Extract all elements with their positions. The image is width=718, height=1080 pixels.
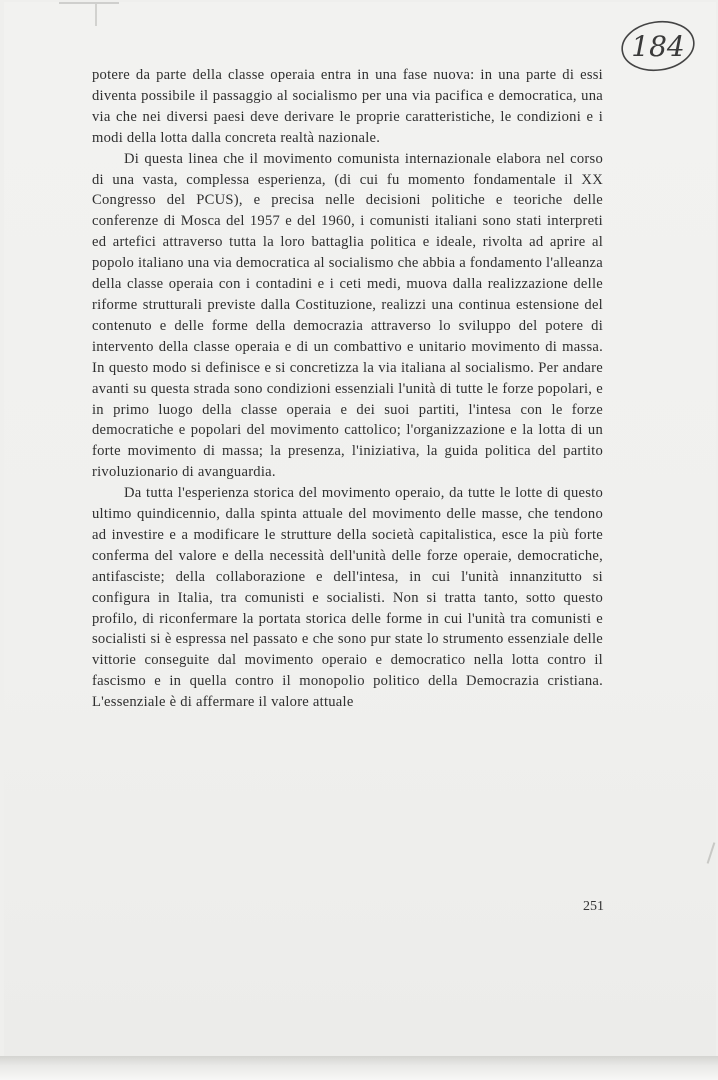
paragraph-2: Di questa linea che il movimento comunista internazionale elabora nel corso di una vasta, complessa esperienza, (di cui fu momento fondamentale il XX Congresso del PCUS), e precisa nelle decisioni politiche e teoriche delle conferenze di Mosca del 1957 e del 1960, i comunisti italiani sono stati interpreti ed artefici attraverso tutta la loro battaglia politica e ideale, rivolta ad aprire al popolo italiano una via democratica al socialismo che abbia a fondamento l'alleanza della classe operaia con i contadini e i ceti medi, muova dalla realizzazione delle riforme strutturali previste dalla Costituzione, realizzi una continua estensione del contenuto e delle forme della democrazia attraverso lo sviluppo del potere di intervento della classe operaia e di un combattivo e unitario movimento di massa. In questo modo si definisce e si concretizza la via italiana al socialismo. Per andare avanti su questa strada sono condizioni essenziali l'unità di tutte le forze popolari, e in primo luogo della classe operaia e dei suoi partiti, l'intesa con le forze democratiche e popolari del movimento cattolico; l'organizzazione e la lotta di un forte movimento di massa; la presenza, l'iniziativa, la guida politica del partito rivoluzionario di avanguardia.	[92, 150, 603, 481]
body-text	[92, 65, 603, 713]
scan-bottom-edge	[0, 1056, 718, 1080]
circled-folio-number	[616, 18, 698, 74]
paragraph-3: Da tutta l'esperienza storica del movimento operaio, da tutte le lotte di questo ultimo quindicennio, dalla spinta attuale del movimento delle masse, che tendono ad investire e a modificare le strutture della società capitalistica, esce la più forte conferma del valore e della necessità dell'unità delle forze operaie, democratiche, antifasciste; della collaborazione e dell'intesa, in cui l'unità innanzitutto si configura in Italia, tra comunisti e socialisti. Non si tratta tanto, sotto questo profilo, di riconfermare la portata storica delle forme in cui l'unità tra comunisti e socialisti si è espressa nel passato e che sono pur state lo strumento essenziale delle vittorie conseguite dal movimento operaio e democratico nella lotta contro il fascismo e in quella contro il monopolio politico della Democrazia cristiana. L'essenziale è di affermare il valore attuale	[92, 485, 603, 711]
margin-mark	[707, 842, 716, 864]
top-edge-mark	[59, 2, 119, 26]
page-number: 251	[583, 899, 604, 914]
folio-text: 184	[631, 30, 685, 63]
paragraph-1: potere da parte della classe operaia entra in una fase nuova: in una parte di essi diventa possibile il passaggio al socialismo per una via pacifica e democratica, una via che nei diversi paesi deve derivare le proprie caratteristiche, le condizioni e i modi della lotta dalla concreta realtà nazionale.	[92, 67, 603, 146]
paper-sheet	[4, 2, 716, 1058]
folio-stamp	[616, 18, 698, 74]
